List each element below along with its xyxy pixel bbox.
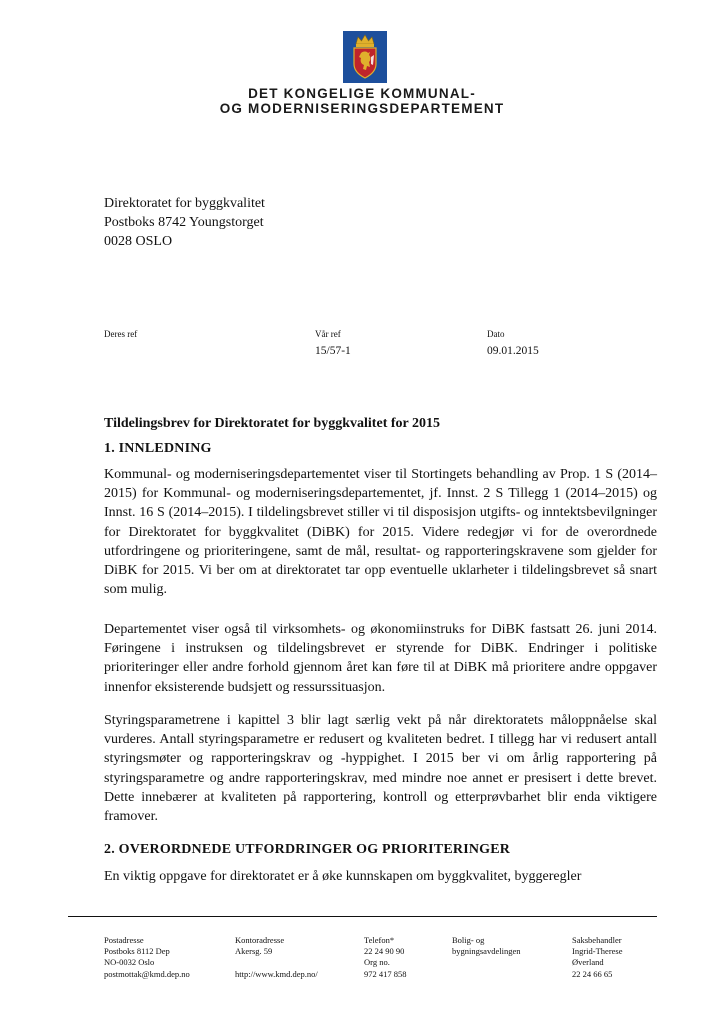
footer-org-number: 972 417 858 — [364, 968, 407, 979]
dato-value: 09.01.2015 — [487, 345, 539, 357]
footer-postal-box: Postboks 8112 Dep — [104, 946, 170, 957]
department-name-line-2: OG MODERNISERINGSDEPARTEMENT — [219, 101, 505, 116]
footer-office-label: Kontoradresse — [235, 935, 285, 945]
footer-department-line-1: Bolig- og — [452, 935, 485, 945]
footer-case-officer — [572, 935, 623, 980]
recipient-postbox: Postboks 8742 Youngstorget — [104, 215, 264, 230]
footer-department-line-2: bygningsavdelingen — [452, 946, 521, 957]
norwegian-coat-of-arms-icon — [343, 31, 387, 83]
footer-postal-label: Postadresse — [104, 935, 144, 945]
deres-ref-label: Deres ref — [104, 329, 138, 339]
section-2-paragraph-1: En viktig oppgave for direktoratet er å øke kunnskapen om byggkvalitet, byggeregler — [104, 869, 582, 884]
var-ref-value: 15/57-1 — [315, 345, 351, 357]
footer-office-street: Akersg. 59 — [235, 946, 273, 957]
footer-phone-org — [364, 935, 407, 980]
footer-phone-number: 22 24 90 90 — [364, 946, 405, 957]
dato-label: Dato — [487, 329, 505, 339]
footer-divider — [68, 916, 657, 917]
footer-case-officer-label: Saksbehandler — [572, 935, 622, 945]
var-ref-label: Vår ref — [315, 329, 341, 339]
footer-office-address — [235, 935, 318, 980]
footer-case-officer-first-name: Ingrid-Therese — [572, 946, 623, 957]
section-2-heading: 2. OVERORDNEDE UTFORDRINGER OG PRIORITERINGER — [104, 842, 511, 857]
recipient-city: 0028 OSLO — [104, 234, 173, 249]
footer-office-blank — [235, 957, 318, 968]
footer-org-label: Org no. — [364, 957, 390, 968]
footer-office-website-link[interactable]: http://www.kmd.dep.no/ — [235, 968, 318, 979]
section-1-paragraph-1: Kommunal- og moderniseringsdepartementet viser til Stortingets behandling av Prop. 1 S (2014–2015) for Kommunal- og moderniseringsdepartementet, jf. Innst. 2 S Tillegg 1 (2014–2015) og Innst. 16 S (2014–2015). I tildelingsbrevet stiller vi til disposisjon utgifts- og inntektsbevilgninger for Direktoratet for byggkvalitet (DiBK) for 2015. Videre redegjør vi for de overordnede utfordringene og prioriteringene, samt de mål, resultat- og rapporteringskravene som gjelder for DiBK for 2015. Vi ber om at direktoratet tar opp eventuelle uklarheter i tildelingsbrevet så snart som mulig. — [104, 467, 657, 598]
section-1-paragraph-3: Styringsparametrene i kapittel 3 blir lagt særlig vekt på når direktoratets måloppnåelse skal vurderes. Antall styringsparametre er redusert og kvaliteten bedret. I tillegg har vi redusert antall styringsmøter og rapporteringskrav og -hyppighet. I 2015 ber vi om årlig rapportering på styringsparametre og andre rapporteringskrav, med mindre noe annet er presisert i dette brevet. Dette innebærer at kvaliteten på rapportering, kontroll og etterprøvbarhet blir enda viktigere framover. — [104, 713, 657, 825]
footer-case-officer-last-name: Øverland — [572, 957, 604, 968]
footer-case-officer-phone: 22 24 66 65 — [572, 968, 613, 979]
footer-postal-city: NO-0032 Oslo — [104, 957, 155, 968]
footer-department — [452, 935, 520, 957]
footer-postal-address — [104, 935, 190, 980]
section-1-heading: 1. INNLEDNING — [104, 441, 212, 456]
footer-phone-label: Telefon* — [364, 935, 395, 945]
document-title: Tildelingsbrev for Direktoratet for byggkvalitet for 2015 — [104, 416, 440, 431]
footer-postal-email[interactable]: postmottak@kmd.dep.no — [104, 968, 190, 979]
recipient-name: Direktoratet for byggkvalitet — [104, 196, 265, 211]
section-1-paragraph-2: Departementet viser også til virksomhets- og økonomiinstruks for DiBK fastsatt 26. juni 2014. Føringene i instruksen og tildelingsbrevet er styrende for DiBK. Endringer i politiske prioriteringer eller andre forhold gjennom året kan føre til at DiBK må prioritere andre oppgaver innenfor eksisterende budsjett og ressurssituasjon. — [104, 622, 657, 695]
department-name-line-1: DET KONGELIGE KOMMUNAL- — [248, 86, 476, 101]
